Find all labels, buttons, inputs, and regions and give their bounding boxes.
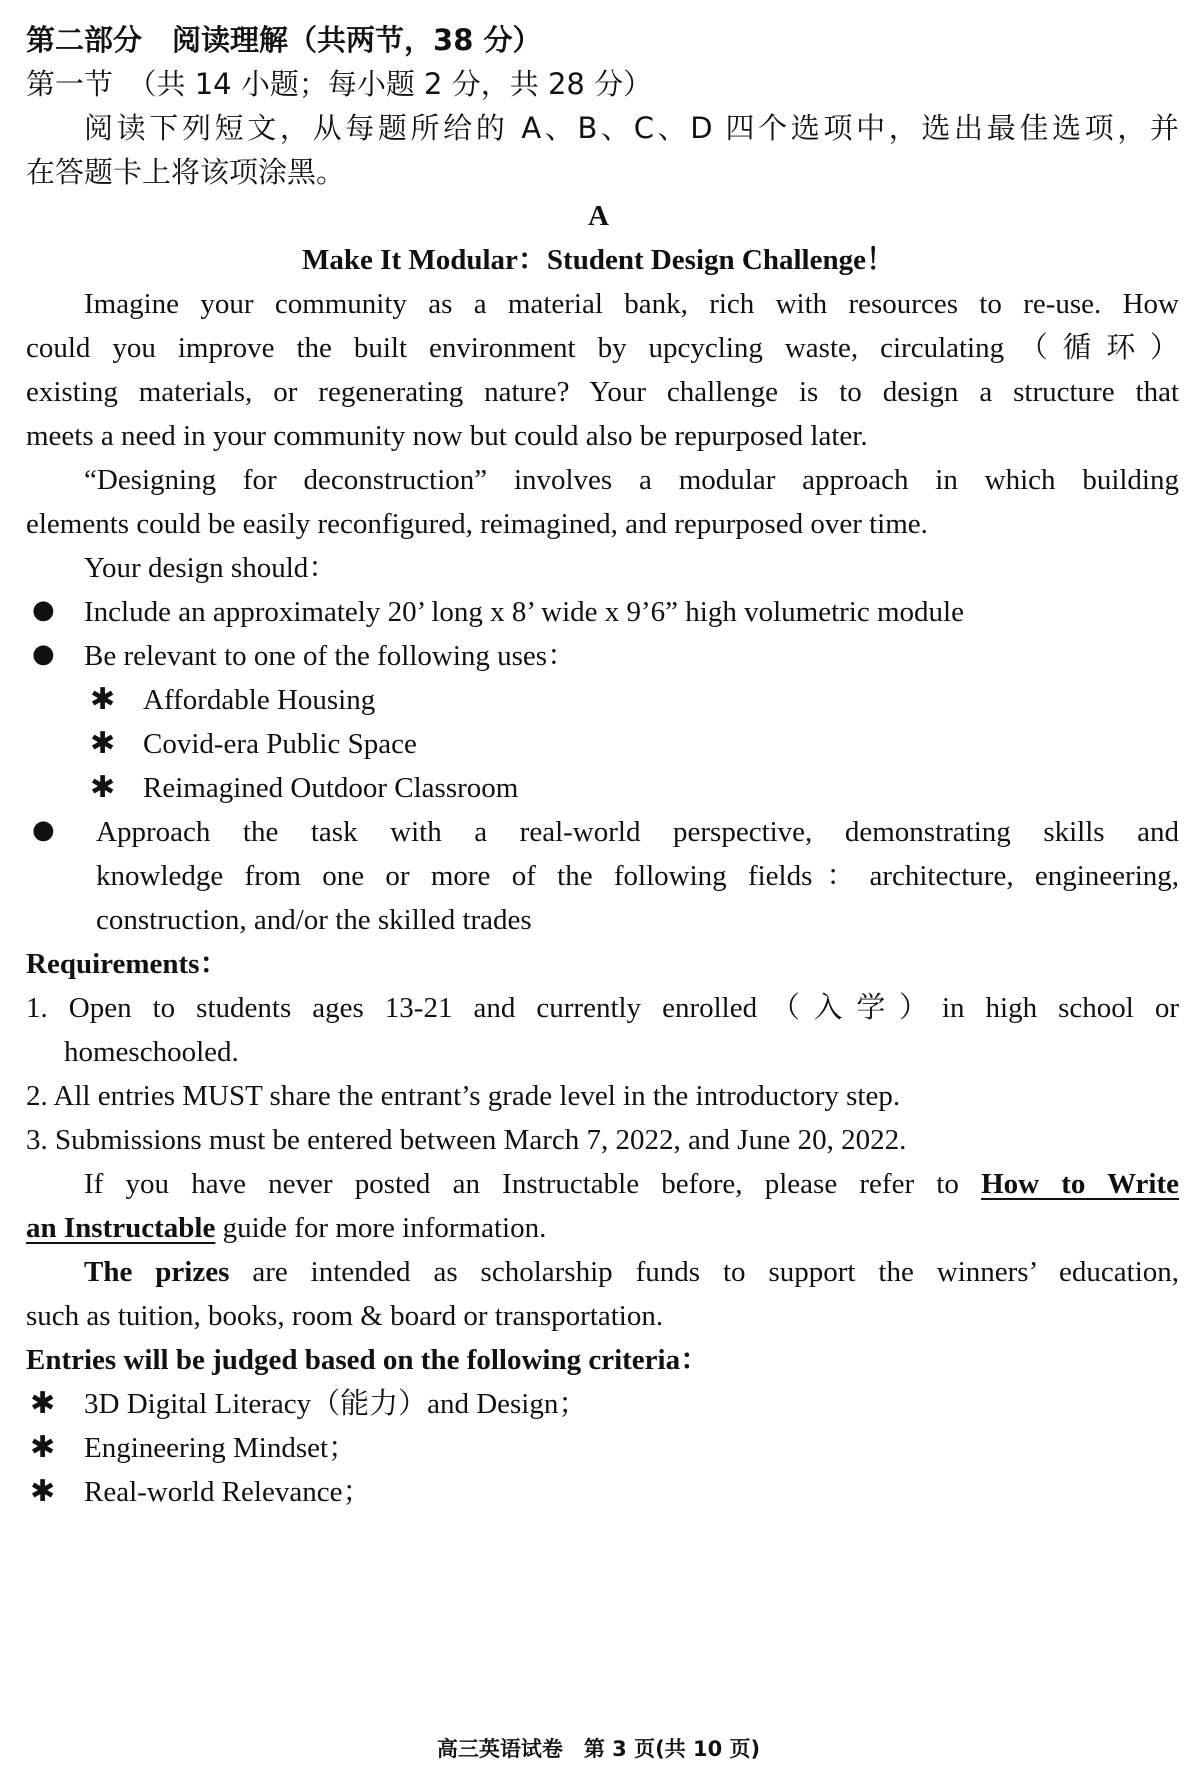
bullet-icon: ● xyxy=(32,639,55,669)
bullet-2: Be relevant to one of the following uses： xyxy=(84,640,577,672)
design-intro: Your design should： xyxy=(84,552,338,584)
paragraph-1-line-4: meets a need in your community now but could also be repurposed later. xyxy=(26,420,868,452)
section-part-label: 第二部分 xyxy=(26,23,143,57)
paragraph-2-line-1: “Designing for deconstruction” involves a modular approach in which building xyxy=(84,464,1179,496)
section-title: 阅读理解（共两节，38 分） xyxy=(172,23,542,57)
criteria-heading: Entries will be judged based on the following criteria： xyxy=(26,1344,710,1376)
asterisk-icon: ✱ xyxy=(90,726,116,761)
page-footer: 高三英语试卷 第 3 页(共 10 页) xyxy=(436,1737,761,1761)
asterisk-icon: ✱ xyxy=(30,1430,56,1465)
bullet-3-line-1: Approach the task with a real-world perspective, demonstrating skills and xyxy=(96,816,1179,848)
instructable-line-2 xyxy=(26,1208,1179,1248)
requirement-3: 3. Submissions must be entered between March 7, 2022, and June 20, 2022. xyxy=(26,1124,907,1156)
instructable-text: If you have never posted an Instructable before, please refer to xyxy=(84,1168,959,1200)
section-heading xyxy=(26,20,1179,60)
paragraph-1-line-2: could you improve the built environment by upcycling waste, circulating（循环） xyxy=(26,332,1179,364)
instruction-line-1: 阅读下列短文，从每题所给的 A、B、C、D 四个选项中，选出最佳选项，并 xyxy=(84,111,1179,145)
bullet-3-line-3: construction, and/or the skilled trades xyxy=(96,904,532,936)
passage-title: Make It Modular：Student Design Challenge！ xyxy=(302,244,895,276)
prizes-text: are intended as scholarship funds to support the winners’ education, xyxy=(252,1256,1180,1288)
use-item-2: Covid-era Public Space xyxy=(143,728,417,760)
asterisk-icon: ✱ xyxy=(30,1386,56,1421)
instructable-link-continued[interactable]: an Instructable xyxy=(26,1212,216,1244)
paragraph-2-line-2: elements could be easily reconfigured, reimagined, and repurposed over time. xyxy=(26,508,928,540)
criterion-1: 3D Digital Literacy（能力）and Design； xyxy=(84,1388,588,1420)
criterion-2: Engineering Mindset； xyxy=(84,1432,358,1464)
requirement-1-line-1: 1. Open to students ages 13-21 and currently enrolled（入学）in high school or xyxy=(26,992,1179,1024)
prizes-line-2: such as tuition, books, room & board or transportation. xyxy=(26,1300,664,1332)
asterisk-icon: ✱ xyxy=(90,682,116,717)
instructable-text-end: guide for more information. xyxy=(222,1212,547,1244)
asterisk-icon: ✱ xyxy=(90,770,116,805)
bullet-3-line-2: knowledge from one or more of the following fields：architecture, engineering, xyxy=(96,860,1179,892)
paragraph-1-line-1: Imagine your community as a material bank, rich with resources to re-use. How xyxy=(84,288,1179,320)
prizes-line-1 xyxy=(84,1252,1179,1292)
instruction-line-2: 在答题卡上将该项涂黑。 xyxy=(26,155,346,189)
requirements-heading: Requirements： xyxy=(26,948,229,980)
criterion-3: Real-world Relevance； xyxy=(84,1476,372,1508)
prizes-label: The prizes xyxy=(84,1256,230,1288)
requirement-1-line-2: homeschooled. xyxy=(64,1036,239,1068)
requirement-2: 2. All entries MUST share the entrant’s grade level in the introductory step. xyxy=(26,1080,901,1112)
instructable-line-1 xyxy=(84,1164,1179,1204)
paragraph-1-line-3: existing materials, or regenerating nature? Your challenge is to design a structure that xyxy=(26,376,1179,408)
bullet-icon: ● xyxy=(32,815,55,845)
bullet-1: Include an approximately 20’ long x 8’ wide x 9’6” high volumetric module xyxy=(84,596,964,628)
how-to-write-link[interactable]: How to Write xyxy=(981,1168,1180,1200)
passage-letter: A xyxy=(588,200,609,232)
subsection-heading: 第一节 （共 14 小题；每小题 2 分，共 28 分） xyxy=(26,67,653,101)
asterisk-icon: ✱ xyxy=(30,1474,56,1509)
bullet-icon: ● xyxy=(32,595,55,625)
use-item-1: Affordable Housing xyxy=(143,684,376,716)
use-item-3: Reimagined Outdoor Classroom xyxy=(143,772,519,804)
